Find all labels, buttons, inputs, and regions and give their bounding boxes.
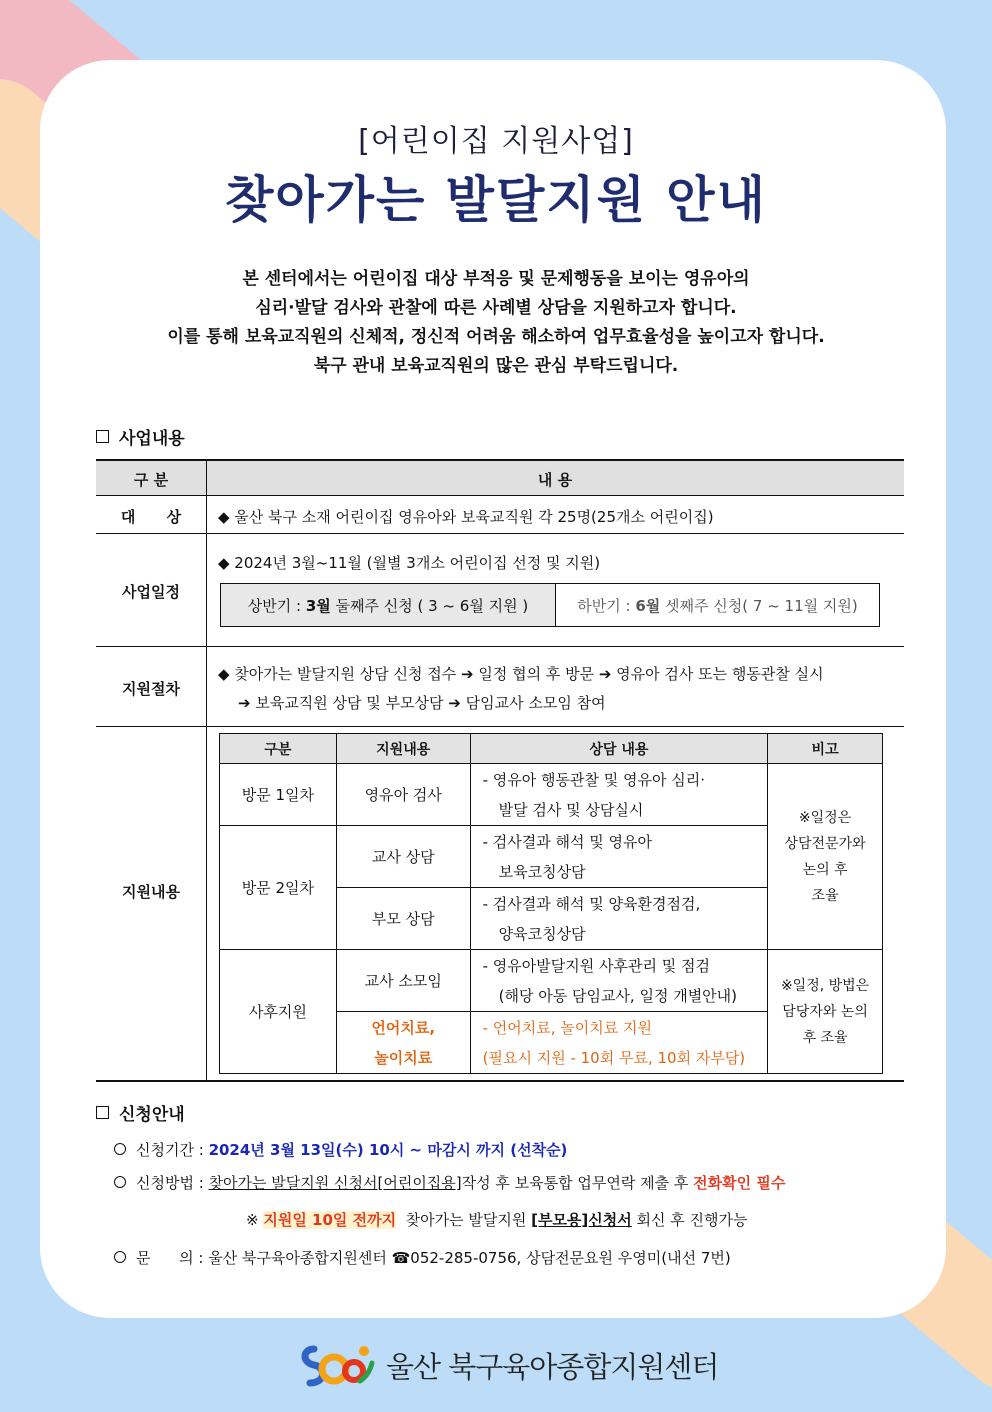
intro-line: 심리·발달 검사와 관찰에 따른 사례별 상담을 지원하고자 합니다. bbox=[255, 298, 737, 318]
target-text: ◆ 울산 북구 소재 어린이집 영유아와 보육교직원 각 25명(25개소 어린이집) bbox=[218, 508, 714, 526]
intro-line: 본 센터에서는 어린이집 대상 부적응 및 문제행동을 보이는 영유아의 bbox=[242, 269, 750, 289]
table-divider bbox=[96, 533, 904, 534]
section-heading-business: 사업내용 bbox=[96, 424, 185, 449]
application-contact: 문 의 : 울산 북구육아종합지원센터 ☎052-285-0756, 상담전문요원 우영미(내선 7번) bbox=[114, 1247, 731, 1268]
center-logo-icon bbox=[300, 1341, 378, 1389]
checkbox-square-icon bbox=[96, 430, 109, 443]
schedule-first-half: 상반기 : 3월 둘째주 신청 ( 3 ~ 6월 지원 ) bbox=[221, 584, 556, 626]
table-divider bbox=[96, 726, 904, 727]
detail-cell: - 영유아발달지원 사후관리 및 점검 (해당 아동 담임교사, 일정 개별안내) bbox=[470, 950, 768, 1012]
table-divider bbox=[96, 646, 904, 647]
header-detail: 상담 내용 bbox=[470, 734, 768, 764]
support-item: 부모 상담 bbox=[336, 888, 470, 950]
header-category: 구분 bbox=[220, 734, 337, 764]
table-column-divider bbox=[206, 461, 207, 1081]
table-bottom-border bbox=[96, 1080, 904, 1082]
support-item-therapy: 언어치료, 놀이치료 bbox=[336, 1012, 470, 1074]
col-header-content: 내 용 bbox=[537, 471, 573, 489]
center-name: 울산 북구육아종합지원센터 bbox=[386, 1349, 719, 1384]
col-header-category: 구 분 bbox=[133, 471, 169, 489]
table-row bbox=[220, 950, 883, 1012]
procedure-line-1: ◆ 찾아가는 발달지원 상담 신청 접수 ➔ 일정 협의 후 방문 ➔ 영유아 검사 또는 행동관찰 실시 bbox=[218, 665, 824, 683]
support-content-table bbox=[219, 733, 883, 1074]
bullet-circle-icon bbox=[114, 1251, 126, 1263]
row-label-procedure: 지원절차 bbox=[122, 680, 180, 698]
intro-line: 북구 관내 보육교직원의 많은 관심 부탁드립니다. bbox=[313, 356, 679, 376]
row-label-content: 지원내용 bbox=[122, 883, 180, 901]
detail-cell: - 언어치료, 놀이치료 지원 (필요시 지원 - 10회 무료, 10회 자부담) bbox=[470, 1012, 768, 1074]
detail-cell: - 검사결과 해석 및 영유아 보육코칭상담 bbox=[470, 826, 768, 888]
note-cell: ※일정은 상담전문가와 논의 후 조율 bbox=[768, 764, 883, 950]
page-subtitle: [어린이집 지원사업] bbox=[358, 124, 634, 159]
procedure-line-2: ➔ 보육교직원 상담 및 부모상담 ➔ 담임교사 소모임 참여 bbox=[238, 694, 606, 712]
intro-line: 이를 통해 보육교직원의 신체적, 정신적 어려움 해소하여 업무효율성을 높이고자 합니다. bbox=[167, 327, 825, 347]
table-header-row bbox=[220, 734, 883, 764]
support-item: 교사 상담 bbox=[336, 826, 470, 888]
after-support: 사후지원 bbox=[220, 950, 337, 1074]
row-label-schedule: 사업일정 bbox=[122, 583, 180, 601]
intro-paragraph bbox=[0, 265, 992, 381]
support-item: 영유아 검사 bbox=[336, 764, 470, 826]
page-title: 찾아가는 발달지원 안내 bbox=[225, 171, 767, 229]
visit-day-1: 방문 1일차 bbox=[220, 764, 337, 826]
detail-cell: - 검사결과 해석 및 양육환경점검, 양육코칭상담 bbox=[470, 888, 768, 950]
application-note: ※ 지원일 10일 전까지 찾아가는 발달지원 [부모용]신청서 회신 후 진행가능 bbox=[246, 1211, 748, 1229]
table-row bbox=[220, 764, 883, 826]
footer-logo bbox=[300, 1340, 718, 1390]
row-label-target: 대 상 bbox=[120, 508, 182, 526]
application-period: 신청기간 : 2024년 3월 13일(수) 10시 ~ 마감시 까지 (선착순) bbox=[114, 1139, 567, 1160]
support-item: 교사 소모임 bbox=[336, 950, 470, 1012]
section-heading-application: 신청안내 bbox=[96, 1100, 185, 1125]
bullet-circle-icon bbox=[114, 1143, 126, 1155]
schedule-box bbox=[220, 583, 880, 627]
schedule-text: ◆ 2024년 3월~11월 (월별 3개소 어린이집 선정 및 지원) bbox=[218, 554, 601, 572]
table-divider bbox=[96, 495, 904, 496]
schedule-second-half: 하반기 : 6월 셋째주 신청( 7 ~ 11월 지원) bbox=[577, 596, 858, 615]
visit-day-2: 방문 2일차 bbox=[220, 826, 337, 950]
header-support: 지원내용 bbox=[336, 734, 470, 764]
application-method: 신청방법 : 찾아가는 발달지원 신청서[어린이집용]작성 후 보육통합 업무연락 제출 후 전화확인 필수 bbox=[114, 1172, 785, 1193]
table-top-border bbox=[96, 459, 904, 461]
note-cell: ※일정, 방법은 담당자와 논의 후 조율 bbox=[768, 950, 883, 1074]
header-note: 비고 bbox=[768, 734, 883, 764]
checkbox-square-icon bbox=[96, 1106, 109, 1119]
detail-cell: - 영유아 행동관찰 및 영유아 심리· 발달 검사 및 상담실시 bbox=[470, 764, 768, 826]
bullet-circle-icon bbox=[114, 1176, 126, 1188]
